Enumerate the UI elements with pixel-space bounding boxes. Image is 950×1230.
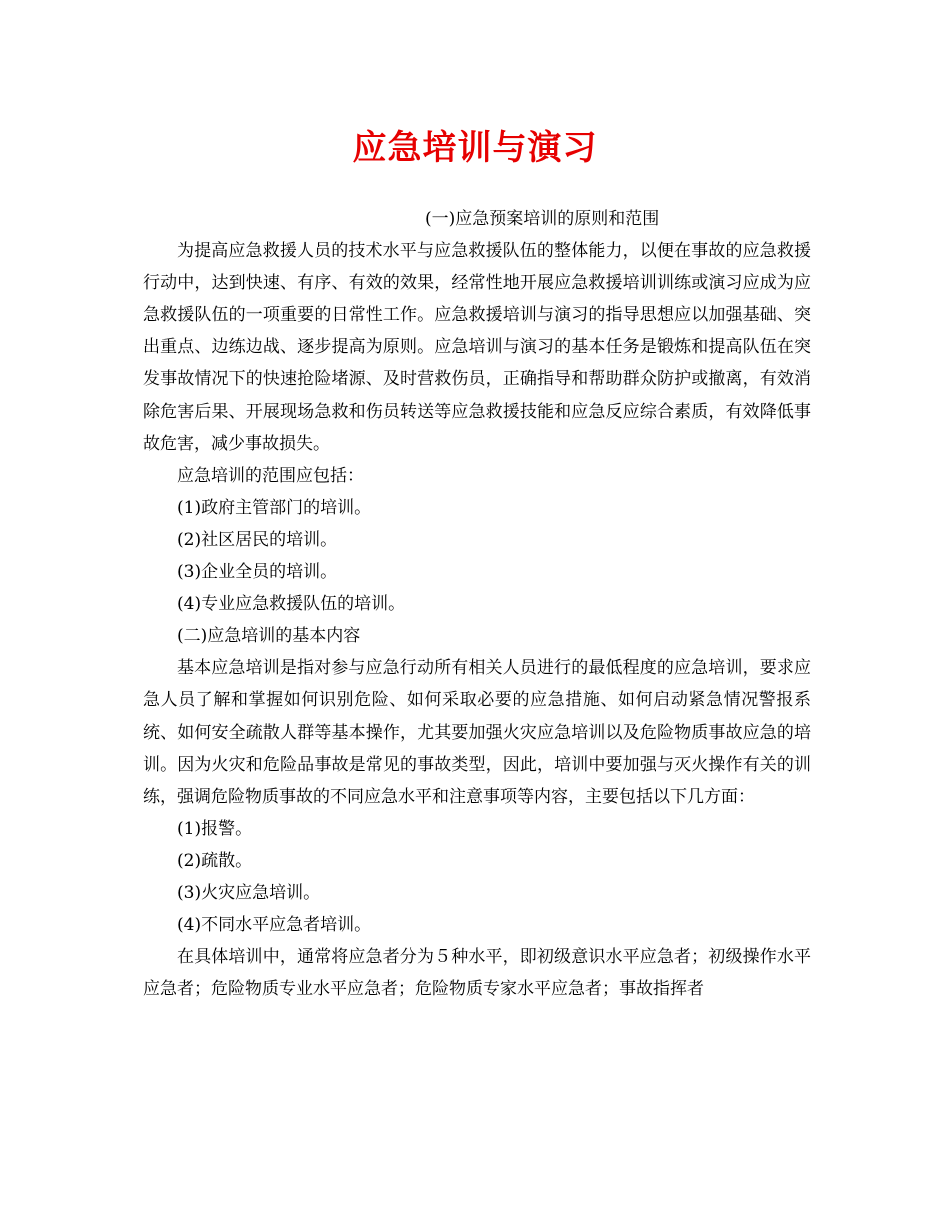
list-item: (4)专业应急救援队伍的培训。 xyxy=(177,594,406,615)
paragraph: 在具体培训中，通常将应急者分为５种水平，即初级意识水平应急者；初级操作水平应急者；危险物质专业水平应急者；危险物质专家水平应急者；事故指挥者 xyxy=(143,947,811,1000)
list-item: (3)火灾应急培训。 xyxy=(177,882,321,903)
document-body xyxy=(143,203,811,1005)
paragraph: 为提高应急救援人员的技术水平与应急救援队伍的整体能力，以便在事故的应急救援行动中，达到快速、有序、有效的效果，经常性地开展应急救援培训训练或演习应成为应急救援队伍的一项重要的日常性工作。应急救援培训与演习的指导思想应以加强基础、突出重点、边练边战、逐步提高为原则。应急培训与演习的基本任务是锻炼和提高队伍在突发事故情况下的快速抢险堵源、及时营救伤员，正确指导和帮助群众防护或撤离，有效消除危害后果、开展现场急救和伤员转送等应急救援技能和应急反应综合素质，有效降低事故危害，减少事故损失。 xyxy=(143,241,811,454)
list-item: (1)报警。 xyxy=(177,818,253,839)
list-item: (2)疏散。 xyxy=(177,850,253,871)
list-item: (1)政府主管部门的培训。 xyxy=(177,497,372,518)
paragraph: 基本应急培训是指对参与应急行动所有相关人员进行的最低程度的应急培训，要求应急人员了解和掌握如何识别危险、如何采取必要的应急措施、如何启动紧急情况警报系统、如何安全疏散人群等基本操作，尤其要加强火灾应急培训以及危险物质事故应急的培训。因为火灾和危险品事故是常见的事故类型，因此，培训中要加强与灭火操作有关的训练，强调危险物质事故的不同应急水平和注意事项等内容，主要包括以下几方面： xyxy=(143,658,811,807)
document-title: 应急培训与演习 xyxy=(352,128,598,168)
list-item: (4)不同水平应急者培训。 xyxy=(177,915,372,936)
section-heading: (一)应急预案培训的原则和范围 xyxy=(425,209,660,229)
paragraph: 应急培训的范围应包括： xyxy=(177,465,364,486)
list-item: (3)企业全员的培训。 xyxy=(177,562,338,583)
list-item: (2)社区居民的培训。 xyxy=(177,529,338,550)
section-heading: (二)应急培训的基本内容 xyxy=(177,626,361,647)
